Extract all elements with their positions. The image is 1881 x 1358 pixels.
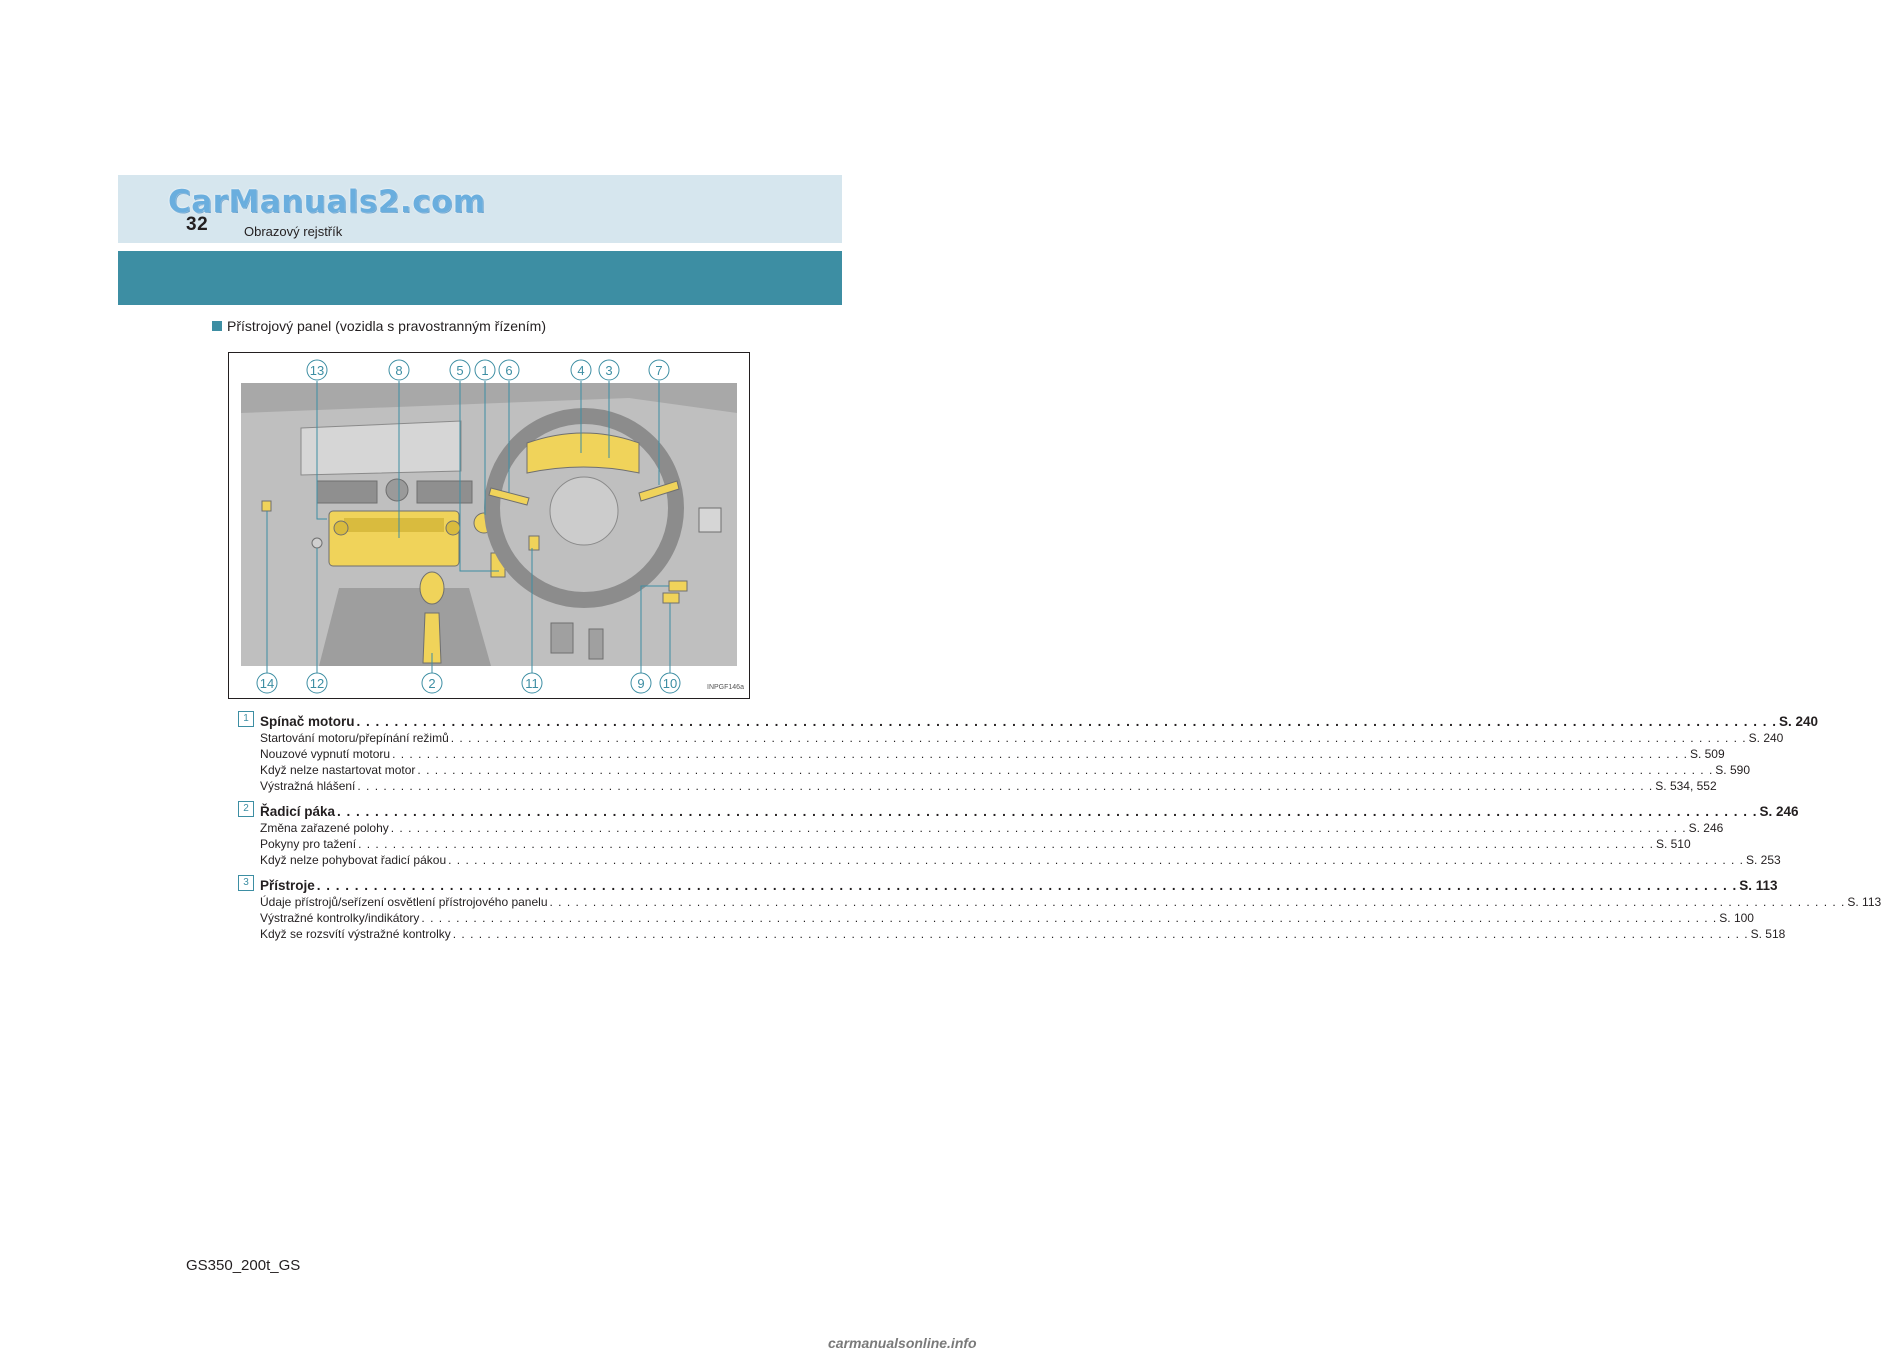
callout-1: 1 bbox=[481, 363, 489, 378]
leader-dots bbox=[391, 821, 1687, 835]
watermark-logo[interactable]: CarManuals2.com bbox=[168, 184, 486, 220]
callout-8: 8 bbox=[395, 363, 403, 378]
sub-label: Pokyny pro tažení bbox=[260, 837, 357, 851]
dashboard-illustration bbox=[229, 353, 749, 698]
entry-main bbox=[260, 710, 1819, 729]
footer-watermark[interactable]: carmanualsonline.info bbox=[828, 1335, 977, 1351]
entry-main bbox=[260, 800, 1799, 819]
sub-ref[interactable]: S. 246 bbox=[1688, 821, 1724, 835]
entry-label: Přístroje bbox=[260, 878, 315, 893]
entry-ref[interactable]: S. 113 bbox=[1739, 878, 1778, 893]
entry-label: Spínač motoru bbox=[260, 714, 355, 729]
sub-ref[interactable]: S. 590 bbox=[1715, 763, 1750, 777]
left-button bbox=[312, 538, 322, 548]
callout-9: 9 bbox=[637, 676, 645, 691]
sub-label: Nouzové vypnutí motoru bbox=[260, 747, 391, 761]
sub-ref[interactable]: S. 240 bbox=[1748, 731, 1784, 745]
entry-number: 3 bbox=[238, 875, 254, 891]
callout-6: 6 bbox=[505, 363, 513, 378]
audio-knob-left bbox=[334, 521, 348, 535]
entry-sub bbox=[260, 909, 1754, 925]
entry-sub bbox=[260, 761, 1750, 777]
center-screen bbox=[301, 421, 461, 475]
sub-label: Výstražná hlášení bbox=[260, 779, 356, 793]
sub-ref[interactable]: S. 510 bbox=[1655, 837, 1691, 851]
sub-ref[interactable]: S. 534, 552 bbox=[1655, 779, 1717, 793]
instrument-cluster bbox=[527, 433, 639, 473]
entry-sub bbox=[260, 925, 1786, 941]
footer-model: GS350_200t_GS bbox=[186, 1257, 301, 1274]
callout-4: 4 bbox=[577, 363, 585, 378]
entry-sub bbox=[260, 819, 1724, 835]
section-title: Obrazový rejstřík bbox=[244, 224, 343, 239]
leader-dots bbox=[317, 878, 1737, 893]
left-switch bbox=[262, 501, 271, 511]
entry-ref[interactable]: S. 246 bbox=[1759, 804, 1799, 819]
callout-13: 13 bbox=[309, 363, 325, 378]
callout-14: 14 bbox=[259, 676, 275, 691]
leader-dots bbox=[451, 731, 1747, 745]
center-clock bbox=[386, 479, 408, 501]
page-number: 32 bbox=[186, 214, 209, 235]
callouts-top bbox=[307, 360, 669, 380]
callout-2: 2 bbox=[428, 676, 436, 691]
audio-slot bbox=[344, 518, 444, 532]
subheading bbox=[212, 318, 546, 334]
leader-dots bbox=[357, 714, 1777, 729]
square-bullet-icon bbox=[212, 321, 222, 331]
section-band bbox=[118, 251, 842, 305]
entry-ref[interactable]: S. 240 bbox=[1779, 714, 1819, 729]
entry-1 bbox=[238, 710, 1819, 793]
leader-dots bbox=[337, 804, 1757, 819]
sub-ref[interactable]: S. 253 bbox=[1746, 853, 1781, 867]
sub-ref[interactable]: S. 100 bbox=[1719, 911, 1754, 925]
entry-number: 2 bbox=[238, 801, 254, 817]
entry-sub bbox=[260, 893, 1881, 909]
leader-dots bbox=[448, 853, 1744, 867]
sub-ref[interactable]: S. 113 bbox=[1847, 895, 1881, 909]
sub-label: Změna zařazené polohy bbox=[260, 821, 389, 835]
entries-list bbox=[238, 710, 1881, 948]
shift-knob bbox=[420, 572, 444, 604]
leader-dots bbox=[550, 895, 1846, 909]
entry-sub bbox=[260, 777, 1717, 793]
sub-label: Startování motoru/přepínání režimů bbox=[260, 731, 449, 745]
callout-3: 3 bbox=[605, 363, 613, 378]
entry-number: 1 bbox=[238, 711, 254, 727]
leader-dots bbox=[358, 837, 1654, 851]
right-switch-upper bbox=[669, 581, 687, 591]
leader-dots bbox=[453, 927, 1749, 941]
entry-main bbox=[260, 874, 1778, 893]
sub-label: Když nelze nastartovat motor bbox=[260, 763, 416, 777]
leader-dots bbox=[421, 911, 1717, 925]
subheading-text: Přístrojový panel (vozidla s pravostranným řízením) bbox=[227, 318, 546, 334]
sub-label: Když se rozsvítí výstražné kontrolky bbox=[260, 927, 451, 941]
callout-5: 5 bbox=[456, 363, 464, 378]
steering-hub bbox=[550, 477, 618, 545]
tilt-switch bbox=[529, 536, 539, 550]
entry-2 bbox=[238, 800, 1799, 867]
callout-7: 7 bbox=[655, 363, 663, 378]
leader-dots bbox=[357, 779, 1653, 793]
entry-sub bbox=[260, 851, 1781, 867]
brake-pedal bbox=[551, 623, 573, 653]
sub-ref[interactable]: S. 518 bbox=[1750, 927, 1786, 941]
audio-knob-right bbox=[446, 521, 460, 535]
dashboard-figure bbox=[228, 352, 750, 699]
vent-right bbox=[417, 481, 472, 503]
figure-code: INPGF146a bbox=[707, 684, 744, 691]
callout-10: 10 bbox=[662, 676, 678, 691]
entry-sub bbox=[260, 745, 1725, 761]
leader-dots bbox=[417, 763, 1713, 777]
entry-sub bbox=[260, 835, 1691, 851]
callout-12: 12 bbox=[309, 676, 325, 691]
callouts-bottom bbox=[257, 673, 680, 693]
entry-label: Řadicí páka bbox=[260, 804, 336, 819]
entry-3 bbox=[238, 874, 1881, 941]
sub-label: Když nelze pohybovat řadicí pákou bbox=[260, 853, 447, 867]
sub-label: Údaje přístrojů/seřízení osvětlení přístrojového panelu bbox=[260, 895, 548, 909]
center-console bbox=[319, 588, 491, 666]
vent-left bbox=[317, 481, 377, 503]
accelerator-pedal bbox=[589, 629, 603, 659]
leader-dots bbox=[392, 747, 1688, 761]
entry-sub bbox=[260, 729, 1784, 745]
sub-label: Výstražné kontrolky/indikátory bbox=[260, 911, 420, 925]
callout-11: 11 bbox=[525, 676, 539, 691]
door-switches bbox=[699, 508, 721, 532]
sub-ref[interactable]: S. 509 bbox=[1689, 747, 1725, 761]
right-switch-lower bbox=[663, 593, 679, 603]
